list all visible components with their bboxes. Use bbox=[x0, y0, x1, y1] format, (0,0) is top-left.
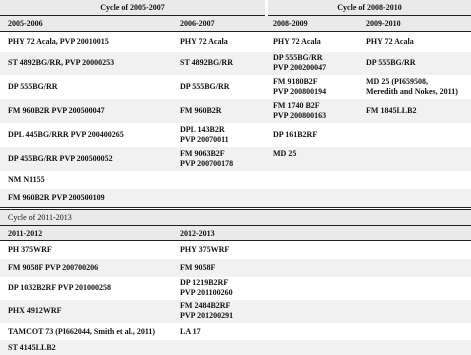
table-cell: DP 555BG/RR bbox=[8, 82, 58, 91]
table-cell: FM 9058F bbox=[180, 263, 216, 272]
block1-col-header: 2008-2009 bbox=[273, 19, 308, 28]
table-row bbox=[0, 75, 471, 99]
table-cell: FM 1845LLB2 bbox=[366, 106, 417, 115]
table-row bbox=[0, 171, 471, 189]
table-cell: PHY 72 Acala bbox=[180, 37, 228, 46]
table-cell: PHY 72 Acala bbox=[273, 37, 321, 46]
table-cell bbox=[180, 301, 233, 321]
block1-col-header: 2005-2006 bbox=[8, 19, 43, 28]
table-cell: DP 455BG/RR PVP 200500052 bbox=[8, 154, 113, 163]
table-cell bbox=[273, 53, 326, 73]
table-cell: FM 960B2R PVP 200500109 bbox=[8, 193, 105, 202]
cell-line: PVP 201200291 bbox=[180, 311, 234, 320]
block1-col-header: 2009-2010 bbox=[366, 19, 401, 28]
block1-column-header-row bbox=[0, 16, 471, 31]
table-row bbox=[0, 259, 471, 277]
table-cell: DPL 445BG/RRR PVP 200400265 bbox=[8, 130, 124, 139]
table-cell: PHY 375WRF bbox=[180, 245, 230, 254]
table-cell: FM 960B2R bbox=[180, 106, 222, 115]
cell-line: PVP 200200047 bbox=[273, 63, 327, 72]
table-cell: FM 9058F PVP 200700206 bbox=[8, 263, 99, 272]
block1-col-header: 2006-2007 bbox=[180, 19, 215, 28]
table-cell: PHY 72 Acala bbox=[366, 37, 414, 46]
table-cell bbox=[273, 101, 326, 121]
cell-line: FM 2484B2RF bbox=[180, 301, 231, 310]
table-cell: DP 555BG/RR bbox=[366, 58, 416, 67]
table-row bbox=[0, 123, 471, 147]
table-cell: ST 4145LLB2 bbox=[8, 343, 56, 352]
cell-line: DP 1219B2RF bbox=[180, 278, 229, 287]
table-cell: DP 555BG/RR bbox=[180, 82, 230, 91]
table-cell bbox=[180, 125, 229, 145]
table-cell: PH 375WRF bbox=[8, 245, 52, 254]
cycle-2005-2007-header bbox=[0, 0, 265, 15]
table-row bbox=[0, 189, 471, 207]
cycle-column-separator bbox=[266, 0, 267, 16]
cycle-2005-2007-title: Cycle of 2005-2007 bbox=[100, 3, 165, 12]
cell-line: FM 9063B2F bbox=[180, 149, 225, 158]
cycle-2008-2010-header bbox=[268, 0, 471, 15]
table-cell bbox=[366, 77, 458, 97]
table-row bbox=[0, 147, 471, 171]
cycle-2011-2013-header bbox=[0, 210, 471, 225]
table-row bbox=[0, 32, 471, 52]
table-cell bbox=[180, 278, 233, 298]
table-cell: NM N1155 bbox=[8, 175, 45, 184]
table-row bbox=[0, 323, 471, 340]
table-row bbox=[0, 300, 471, 323]
table-cell: PHY 72 Acala, PVP 20010015 bbox=[8, 37, 109, 46]
table-cell bbox=[273, 77, 326, 97]
cell-line: PVP 201100260 bbox=[180, 288, 233, 297]
table-row bbox=[0, 99, 471, 123]
table-cell: TAMCOT 73 (PI662044, Smith et al., 2011) bbox=[8, 327, 156, 336]
cycle-2008-2010-title: Cycle of 2008-2010 bbox=[337, 3, 402, 12]
block2-col-header: 2012-2013 bbox=[180, 229, 215, 238]
cell-line: DP 555BG/RR bbox=[273, 53, 323, 62]
cycle-2011-2013-title: Cycle of 2011-2013 bbox=[8, 213, 72, 222]
cell-line: PVP 200800163 bbox=[273, 111, 327, 120]
cell-line: PVP 200700178 bbox=[180, 159, 234, 168]
table-cell: LA 17 bbox=[180, 327, 201, 336]
table-row bbox=[0, 277, 471, 300]
table-row bbox=[0, 241, 471, 259]
cell-line: Meredith and Nokes, 2011) bbox=[366, 87, 458, 96]
table-row bbox=[0, 52, 471, 75]
table-cell: PHX 4912WRF bbox=[8, 306, 62, 315]
block-separator-top bbox=[0, 207, 471, 208]
block2-column-header-row bbox=[0, 226, 471, 240]
cell-line: DPL 143B2R bbox=[180, 125, 225, 134]
table-cell: MD 25 bbox=[273, 149, 297, 158]
table-cell: DP 161B2RF bbox=[273, 130, 318, 139]
cell-line: MD 25 (PI659508, bbox=[366, 77, 428, 86]
cell-line: PVP 200800194 bbox=[273, 87, 327, 96]
table-row bbox=[0, 340, 471, 355]
block2-col-header: 2011-2012 bbox=[8, 229, 43, 238]
table-cell: FM 960B2R PVP 200500047 bbox=[8, 106, 105, 115]
table-cell: ST 4892BG/RR, PVP 20000253 bbox=[8, 58, 115, 67]
cell-line: FM 9180B2F bbox=[273, 77, 318, 86]
table-cell: ST 4892BG/RR bbox=[180, 58, 233, 67]
table-cell bbox=[180, 149, 233, 169]
table-cell: DP 1032B2RF PVP 201000258 bbox=[8, 283, 112, 292]
cell-line: PVP 20070011 bbox=[180, 135, 229, 144]
cell-line: FM 1740 B2F bbox=[273, 101, 320, 110]
